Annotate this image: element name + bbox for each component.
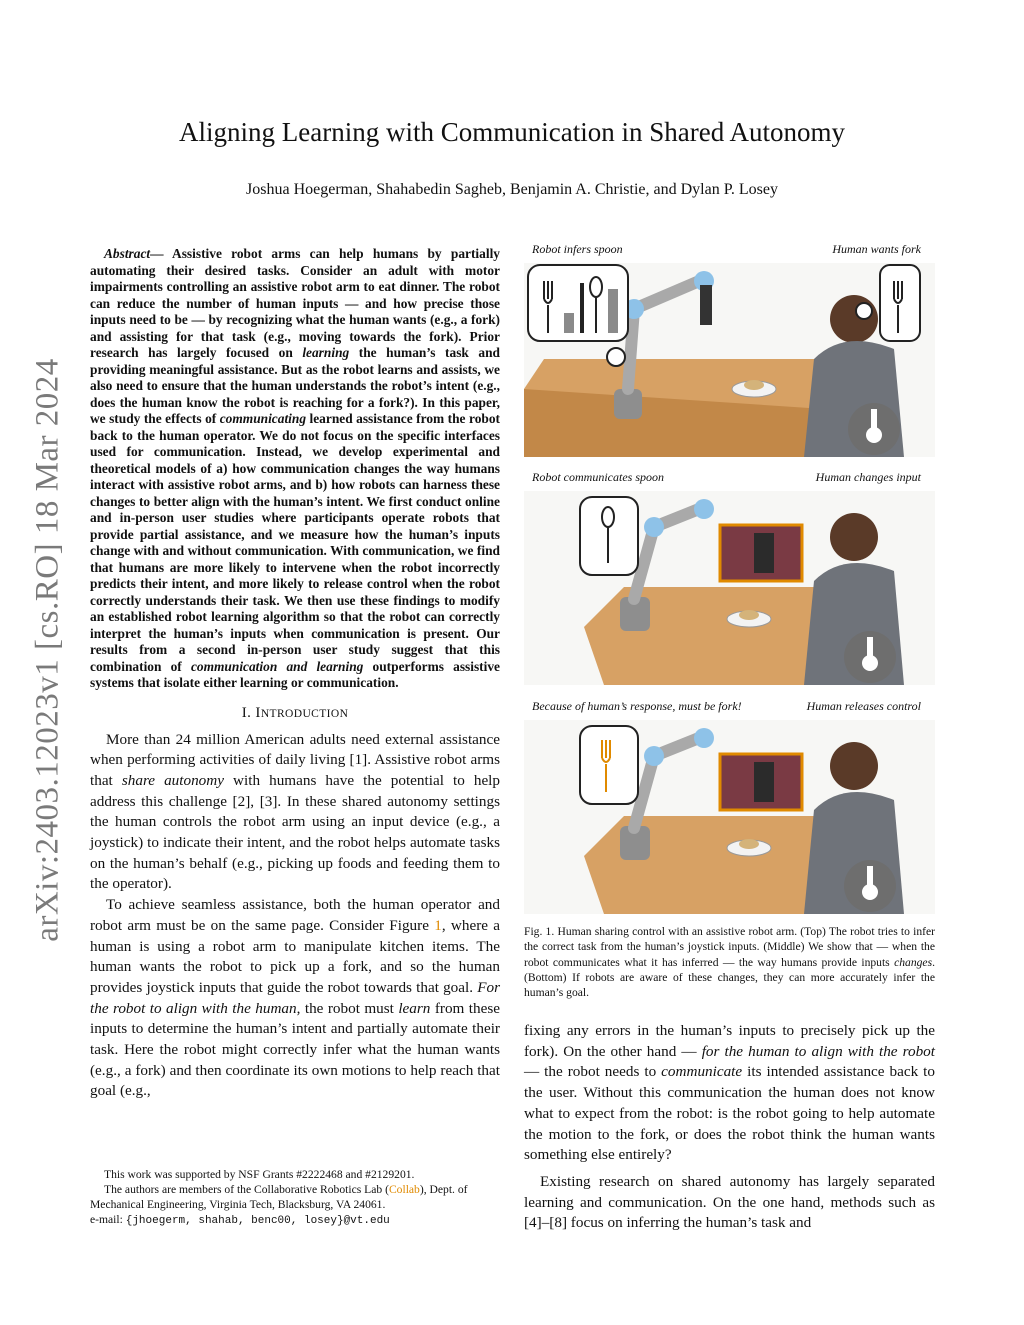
email-addresses: {jhoegerm, shahab, benc00, losey}@vt.edu	[125, 1215, 390, 1227]
figure-panel-middle	[524, 470, 935, 685]
right-paragraph-2: Existing research on shared autonomy has largely separated learning and communication. On the one hand, methods such as [4]–[8] focus on inferring the human’s task and	[524, 1172, 935, 1232]
paper-title: Aligning Learning with Communication in Shared Autonomy	[179, 117, 845, 147]
arxiv-stamp: arXiv:2403.12023v1 [cs.RO] 18 Mar 2024	[29, 358, 66, 942]
robot-scene-illustration	[524, 477, 935, 685]
abstract: Abstract— Assistive robot arms can help humans by partially automating their desired tasks. Consider an adult with motor impairments controlling an assistive robot arm to eat dinner. The robot can reduce the number of human inputs — and how precise those inputs need to be — by recognizing what the human wants (e.g., a fork) and assisting for that task (e.g., moving towards the fork). Prior research has largely focused on learning the human’s task and providing meaningful assistance. But as the robot learns and assists, we also need to ensure that the human understands the robot’s intent (e.g., does the human know the robot is reaching for a fork?). In this paper, we study the effects of communicating learned assistance from the robot back to the human operator. We do not focus on the specific interfaces used for communication. Instead, we develop experimental and theoretical models of a) how communication changes the way humans interact with assistive robot arms, and b) how robots can harness these changes to better align with the human’s intent. We first conduct online and in-person user studies where participants operate robots that provide partial assistance, and we measure how the human’s inputs change with and without communication. With communication, we find that humans are more likely to intervene when the robot incorrectly predicts their intent, and more likely to release control when the robot correctly understands their task. We then use these findings to modify an established robot learning algorithm so that the robot can correctly interpret the human’s inputs when communication is present. Our results from a second in-person user study suggest that this combination of communication and learning outperforms assistive systems that isolate either learning or communication.	[90, 246, 500, 690]
panel-top-left-label: Robot infers spoon	[532, 242, 623, 256]
abstract-label: Abstract	[104, 246, 151, 261]
figure-panel-top	[524, 242, 935, 457]
collab-link[interactable]: Collab	[388, 1183, 420, 1196]
intro-paragraph-1: More than 24 million American adults need external assistance when performing activities of daily living [1]. Assistive robot arms that share autonomy with humans have the potential to help address this challenge [2], [3]. In these shared autonomy settings the human controls the robot arm using an input device (e.g., a joystick) to indicate their intent, and the robot helps automate tasks on the human’s behalf (e.g., picking up foods and feeding them to the operator).	[90, 730, 500, 893]
figure-ref-link[interactable]: 1	[434, 916, 442, 934]
figure-caption: Fig. 1. Human sharing control with an assistive robot arm. (Top) The robot tries to infer the correct task from the human’s joystick inputs. (Middle) We show that — when the robot communicates what it has inferred — the way humans provide inputs changes. (Bottom) If robots are aware of these changes, they can more accurately infer the human’s goal.	[524, 925, 935, 1000]
robot-scene-illustration	[524, 706, 935, 914]
author-list: Joshua Hoegerman, Shahabedin Sagheb, Benjamin A. Christie, and Dylan P. Losey	[246, 181, 778, 198]
right-paragraph-1: fixing any errors in the human’s inputs to precisely pick up the fork). On the other hand — for the human to align with the robot — the robot needs to communicate its intended assistance back to the user. Without this communication the human does not know what to expect from the robot: is the robot going to help automate the motion to the fork, or does the robot think the human wants something else entirely?	[524, 1022, 935, 1164]
section-heading: I. INTRODUCTION	[241, 704, 349, 721]
panel-middle-left-label: Robot communicates spoon	[532, 470, 664, 484]
panel-bottom-right-label: Human releases control	[806, 699, 921, 713]
panel-middle-right-label: Human changes input	[815, 470, 921, 484]
panel-top-right-label: Human wants fork	[832, 242, 921, 256]
left-column	[90, 246, 500, 1102]
intro-paragraph-2: To achieve seamless assistance, both the human operator and robot arm must be on the same page. Consider Figure 1, where a human is using a robot arm to manipulate kitchen items. The human wants the robot to pick up a fork, and so the human provides joystick inputs that guide the robot towards that goal. For the robot to align with the human, the robot must learn from these inputs to determine the human’s intent and partially automate their task. Here the robot might correctly infer what the human wants (e.g., a fork) and then coordinate its own motions to help reach that goal (e.g.,	[90, 896, 501, 1100]
panel-bottom-left-label: Because of human’s response, must be fork!	[532, 699, 742, 713]
figure-panel-bottom	[524, 699, 935, 914]
right-column-text	[524, 1021, 935, 1234]
footnote: This work was supported by NSF Grants #2222468 and #2129201. The authors are members of the Collaborative Robotics Lab (Collab), Dept. of Mechanical Engineering, Virginia Tech, Blacksburg, VA 24061. e-mail: {jhoegerm, shahab, benc00, losey}@vt.edu	[90, 1168, 468, 1227]
robot-scene-illustration	[524, 249, 935, 457]
